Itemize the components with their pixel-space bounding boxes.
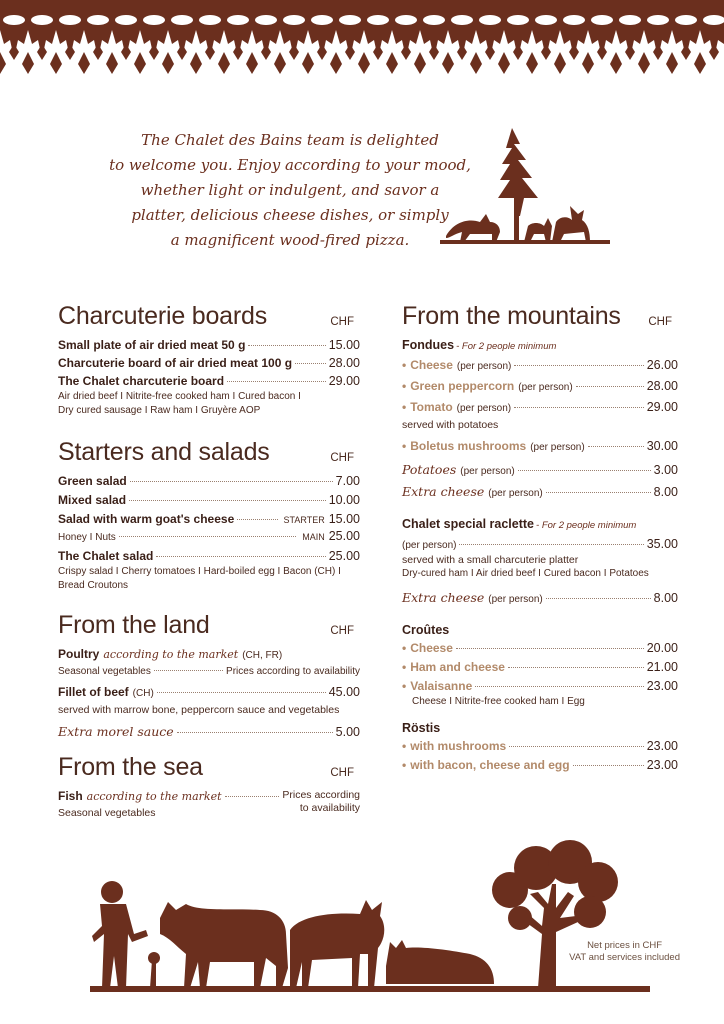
section-header-land [58,611,360,645]
item-price: 7.00 [335,474,360,488]
item-name: Green salad [58,474,127,488]
dot-leader [546,492,651,493]
dot-leader [518,470,651,471]
intro-line: a magnificent wood-fired pizza. [170,231,410,249]
portion-tag: STARTER [283,515,325,525]
item-name: Extra morel sauce [58,724,174,739]
group-name: Fondues [402,338,455,352]
dot-leader [156,556,325,557]
menu-item [58,491,360,509]
menu-item-fish [58,787,360,820]
menu-item [402,658,678,676]
group-title-rostis: Röstis [402,721,441,735]
item-note: (per person) [456,361,512,372]
menu-item-sub [58,529,360,545]
item-name: Extra cheese [402,484,485,499]
item-note: (per person) [488,594,543,605]
dot-leader [237,519,277,520]
item-price: 3.00 [653,463,678,477]
menu-item [402,461,678,481]
menu-item [402,483,678,503]
currency-label: CHF [330,625,354,637]
intro-text [100,128,480,253]
item-name: Fish [58,789,83,803]
dot-leader [573,765,644,766]
item-name: • Cheese [402,358,453,372]
item-price: 20.00 [646,641,678,655]
section-title: Starters and salads [58,438,270,466]
section-header-starters [58,438,360,472]
item-price: 28.00 [328,356,360,370]
item-name: Extra cheese [402,590,485,605]
item-description: Dry-cured ham I Air dried beef I Cured bacon I Potatoes [402,568,649,579]
item-origin: (CH, FR) [242,650,283,661]
item-price: 29.00 [646,400,678,414]
item-price: 21.00 [646,660,678,674]
dot-leader [546,598,651,599]
dot-leader [588,446,644,447]
item-price: 15.00 [328,512,360,526]
item-name: Fillet of beef [58,685,129,699]
menu-item [58,547,360,565]
dot-leader [129,500,326,501]
item-description: Air dried beef I Nitrite-free cooked ham I Cured bacon I [58,391,301,402]
price-note [282,789,360,815]
item-description: served with a small charcuterie platter [402,554,579,566]
item-name: • Green peppercorn [402,379,515,393]
item-description: Seasonal vegetables [58,666,151,677]
currency-label: CHF [648,316,672,328]
item-name: Poultry [58,647,100,661]
dot-leader [157,692,326,693]
item-price: 35.00 [646,537,678,551]
dot-leader [475,686,643,687]
item-name: The Chalet salad [58,549,154,563]
item-name: • Tomato [402,400,453,414]
dot-leader [248,345,325,346]
item-price: 25.00 [328,529,360,543]
item-note: (per person) [518,382,573,393]
right-column [402,302,678,774]
portion-tag: MAIN [302,532,325,542]
group-title-fondues [402,336,678,356]
farm-illustration [90,838,650,998]
menu-item [58,354,360,372]
dot-leader [514,365,643,366]
group-title-raclette [402,515,678,535]
item-name: • with bacon, cheese and egg [402,758,570,772]
menu-item-sub [58,665,360,679]
menu-item [402,535,678,553]
item-price: 26.00 [646,358,678,372]
minimum-note: - For 2 people minimum [536,520,637,531]
item-price: 8.00 [653,485,678,499]
price-note-line: to availability [299,802,360,814]
item-description: Crispy salad I Cherry tomatoes I Hard-boiled egg I Bacon (CH) I [58,566,341,577]
group-title-croutes: Croûtes [402,623,450,637]
menu-item [58,336,360,354]
menu-item [58,510,360,529]
dot-leader [514,407,644,408]
item-description: Seasonal vegetables [58,807,156,819]
dot-leader [130,481,333,482]
menu-item [402,677,678,695]
item-origin: (CH) [132,688,154,699]
menu-item [402,437,678,457]
menu-item [402,356,678,376]
item-name: Salad with warm goat's cheese [58,512,235,526]
section-title: From the mountains [402,302,621,330]
item-note: (per person) [456,403,512,414]
item-price: 8.00 [653,591,678,605]
item-note: (per person) [460,466,515,477]
menu-item [402,377,678,397]
item-note: (per person) [402,540,457,551]
item-price: 45.00 [328,685,360,699]
item-description: Cheese I Nitrite-free cooked ham I Egg [412,696,585,707]
menu-item [58,472,360,490]
dot-leader [508,667,644,668]
item-price: 23.00 [646,739,678,753]
item-name: The Chalet charcuterie board [58,374,225,388]
item-price: 25.00 [328,549,360,563]
item-name: • with mushrooms [402,739,507,753]
item-script-note: according to the market [86,790,222,803]
currency-label: CHF [330,316,354,328]
item-name: • Valaisanne [402,679,473,693]
item-description: served with potatoes [402,419,499,431]
menu-item [402,756,678,774]
section-header-sea [58,753,360,787]
menu-item [58,372,360,390]
dot-leader [177,732,333,733]
section-title: From the sea [58,753,203,781]
menu-item [402,589,678,609]
menu-item [58,787,282,806]
currency-label: CHF [330,767,354,779]
price-note: Prices according to availability [226,666,360,677]
item-name: Small plate of air dried meat 50 g [58,338,246,352]
item-note: (per person) [530,442,585,453]
item-price: 28.00 [646,379,678,393]
item-price: 15.00 [328,338,360,352]
item-price: 23.00 [646,679,678,693]
dot-leader [459,544,643,545]
item-name: Charcuterie board of air dried meat 100 g [58,356,293,370]
section-header-charcuterie [58,302,360,336]
item-price: 29.00 [328,374,360,388]
intro-line: platter, delicious cheese dishes, or simply [131,206,449,224]
dot-leader [456,648,644,649]
minimum-note: - For 2 people minimum [456,341,557,352]
dot-leader [576,386,644,387]
footer-line: VAT and services included [569,952,680,963]
item-description: Bread Croutons [58,580,129,591]
item-description: Honey I Nuts [58,532,116,543]
item-price: 30.00 [646,439,678,453]
item-name: • Ham and cheese [402,660,505,674]
item-name: • Boletus mushrooms [402,439,527,453]
section-header-mountains [402,302,678,336]
decorative-top-border [0,0,724,78]
dot-leader [509,746,644,747]
item-name: • Cheese [402,641,453,655]
menu-item [58,683,360,703]
intro-line: The Chalet des Bains team is delighted [141,131,439,149]
item-price: 5.00 [335,725,360,739]
item-price: 10.00 [328,493,360,507]
section-title: Charcuterie boards [58,302,268,330]
section-title: From the land [58,611,210,639]
item-description: Dry cured sausage I Raw ham I Gruyère AOP [58,405,261,416]
item-price: 23.00 [646,758,678,772]
item-name: Potatoes [402,462,457,477]
dot-leader [225,796,279,797]
dot-leader [119,536,296,537]
dot-leader [154,670,223,671]
footer-note [569,940,680,964]
menu-item [402,398,678,418]
left-column [58,302,360,820]
menu-item [58,645,360,665]
tree-animals-illustration [440,126,610,252]
menu-item [58,723,360,741]
menu-item [402,639,678,657]
item-name: Mixed salad [58,493,127,507]
currency-label: CHF [330,452,354,464]
dot-leader [227,381,326,382]
item-description: served with marrow bone, peppercorn sauce and vegetables [58,704,340,716]
intro-line: whether light or indulgent, and savor a [140,181,440,199]
dot-leader [295,363,326,364]
menu-item [402,737,678,755]
item-note: (per person) [488,488,543,499]
footer-line: Net prices in CHF [587,940,663,951]
item-script-note: according to the market [103,648,239,661]
group-name: Chalet special raclette [402,517,535,531]
price-note-line: Prices according [282,789,360,801]
intro-line: to welcome you. Enjoy according to your mood, [109,156,471,174]
